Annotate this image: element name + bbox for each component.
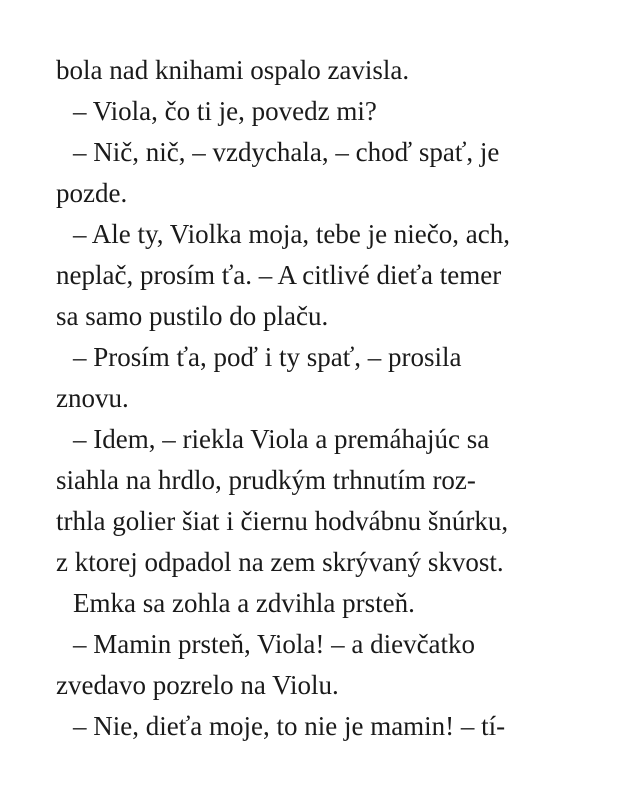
text-line: – Nie, dieťa moje, to nie je mamin! – tí- bbox=[73, 711, 506, 741]
text-line: Emka sa zohla a zdvihla prsteň. bbox=[73, 588, 415, 618]
text-line: siahla na hrdlo, prudkým trhnutím roz- bbox=[56, 465, 476, 495]
text-line: – Mamin prsteň, Viola! – a dievčatko bbox=[73, 629, 476, 659]
text-line: bola nad knihami ospalo zavisla. bbox=[56, 55, 410, 85]
text-line: – Idem, – riekla Viola a premáhajúc sa bbox=[73, 424, 490, 454]
body-text bbox=[56, 50, 596, 747]
text-line: znovu. bbox=[56, 383, 129, 413]
text-line: – Nič, nič, – vzdychala, – choď spať, je bbox=[73, 137, 500, 167]
text-line: pozde. bbox=[56, 178, 128, 208]
text-line: – Viola, čo ti je, povedz mi? bbox=[73, 96, 377, 126]
text-line: – Prosím ťa, poď i ty spať, – prosila bbox=[73, 342, 462, 372]
text-line: neplač, prosím ťa. – A citlivé dieťa temer bbox=[56, 260, 502, 290]
text-line: z ktorej odpadol na zem skrývaný skvost. bbox=[56, 547, 504, 577]
text-line: zvedavo pozrelo na Violu. bbox=[56, 670, 339, 700]
text-line: trhla golier šiat i čiernu hodvábnu šnúrku, bbox=[56, 506, 509, 536]
text-line: – Ale ty, Violka moja, tebe je niečo, ach, bbox=[73, 219, 510, 249]
text-line: sa samo pustilo do plaču. bbox=[56, 301, 329, 331]
